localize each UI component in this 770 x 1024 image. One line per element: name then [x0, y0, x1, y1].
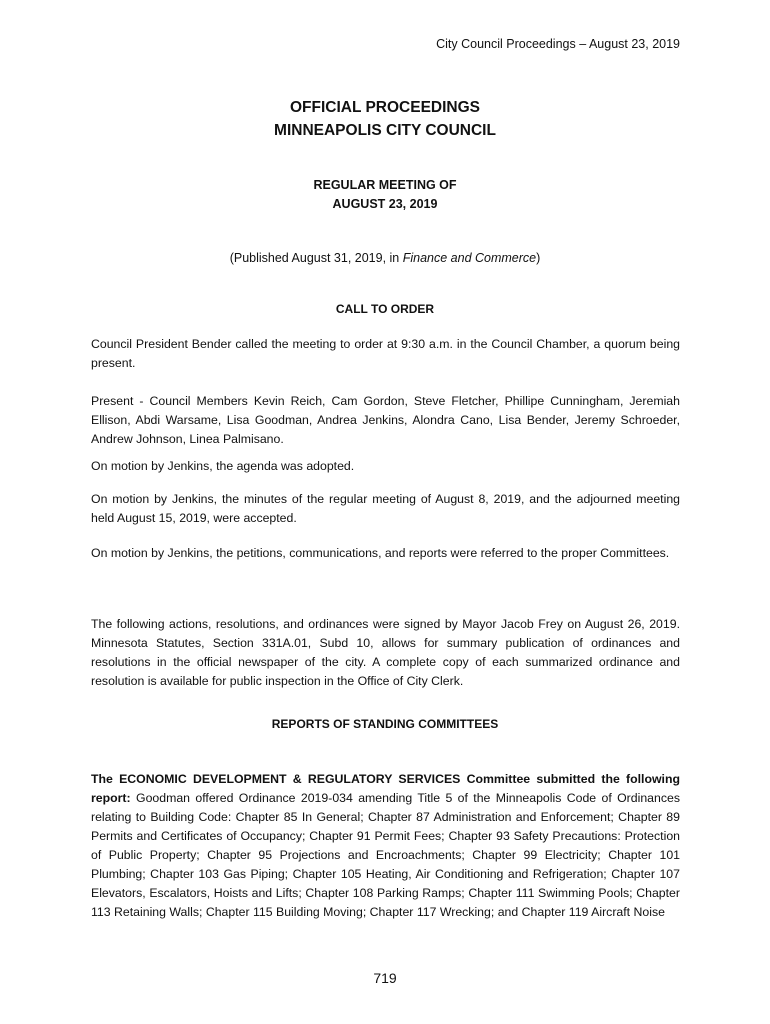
meeting-line-2: AUGUST 23, 2019: [332, 197, 438, 211]
published-note: [0, 251, 770, 265]
published-paper: Finance and Commerce: [402, 251, 537, 265]
agenda-paragraph: On motion by Jenkins, the agenda was adopted.: [91, 459, 355, 473]
published-suffix: ): [536, 251, 541, 265]
title-line-2: MINNEAPOLIS CITY COUNCIL: [274, 122, 496, 139]
meeting-line-1: REGULAR MEETING OF: [313, 178, 457, 192]
published-prefix: (Published August 31, 2019, in: [229, 251, 403, 265]
present-members-paragraph: Present - Council Members Kevin Reich, Cam Gordon, Steve Fletcher, Phillipe Cunningham, Jeremiah Ellison, Abdi Warsame, Lisa Goodman, Andrea Jenkins, Alondra Cano, Lisa Bender, Jeremy Schroeder, Andrew Johnson, Linea Palmisano.: [91, 394, 680, 446]
meeting-title: [0, 176, 770, 214]
page-number: 719: [373, 970, 397, 986]
running-header: City Council Proceedings – August 23, 2019: [436, 37, 680, 51]
minutes-paragraph: On motion by Jenkins, the minutes of the regular meeting of August 8, 2019, and the adjourned meeting held August 15, 2019, were accepted.: [91, 492, 680, 525]
document-title: [0, 96, 770, 142]
called-to-order-paragraph: Council President Bender called the meeting to order at 9:30 a.m. in the Council Chamber, a quorum being present.: [91, 337, 680, 370]
committee-report-lead: The ECONOMIC DEVELOPMENT & REGULATORY SERVICES Committee submitted the following report:: [91, 772, 680, 805]
call-to-order-heading: CALL TO ORDER: [335, 302, 435, 316]
committee-report-body: Goodman offered Ordinance 2019-034 amending Title 5 of the Minneapolis Code of Ordinances relating to Building Code: Chapter 85 In General; Chapter 87 Administration and Enforcement; Chapter 89 Permits and Certificates of Occupancy; Chapter 91 Permit Fees; Chapter 93 Safety Precautions: Protection of Public Property; Chapter 95 Projections and Encroachments; Chapter 99 Electricity; Chapter 101 Plumbing; Chapter 103 Gas Piping; Chapter 105 Heating, Air Conditioning and Refrigeration; Chapter 107 Elevators, Escalators, Hoists and Lifts; Chapter 108 Parking Ramps; Chapter 111 Swimming Pools; Chapter 113 Retaining Walls; Chapter 115 Building Moving; Chapter 117 Wrecking; and Chapter 119 Aircraft Noise: [91, 791, 680, 919]
petitions-paragraph: On motion by Jenkins, the petitions, communications, and reports were referred to the proper Committees.: [91, 546, 670, 560]
signed-by-mayor-paragraph: The following actions, resolutions, and ordinances were signed by Mayor Jacob Frey on August 26, 2019. Minnesota Statutes, Section 331A.01, Subd 10, allows for summary publication of ordinances and resolutions in the official newspaper of the city. A complete copy of each summarized ordinance and resolution is available for public inspection in the Office of City Clerk.: [91, 617, 680, 688]
reports-heading: REPORTS OF STANDING COMMITTEES: [271, 717, 499, 731]
title-line-1: OFFICIAL PROCEEDINGS: [289, 99, 481, 116]
committee-report-paragraph: [91, 770, 680, 922]
